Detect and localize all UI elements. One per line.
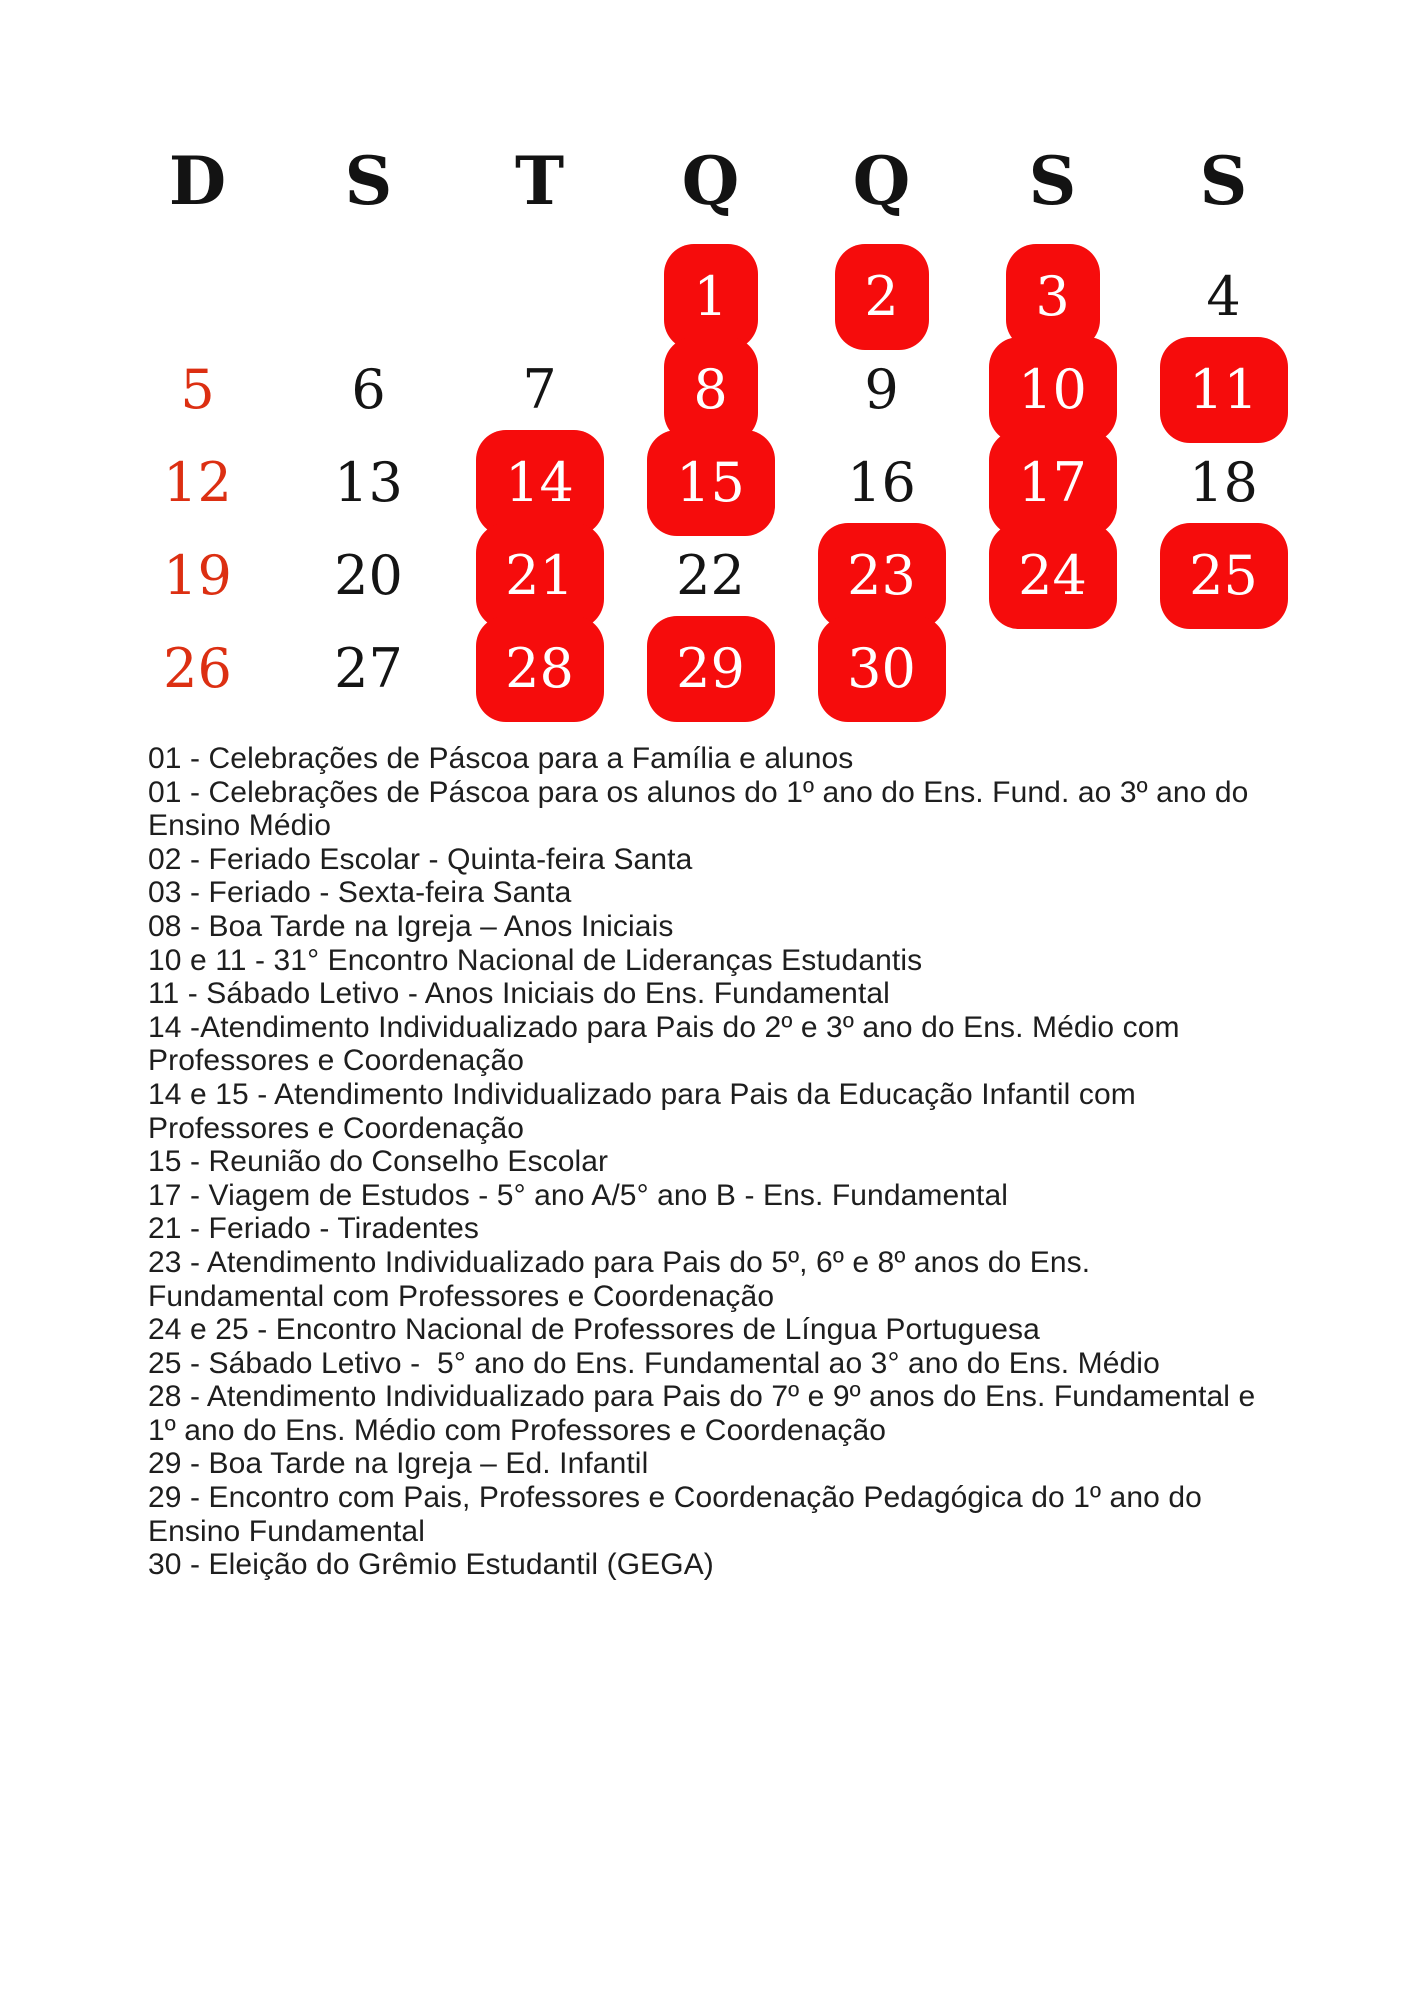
day-number: 18 (1189, 450, 1258, 514)
event-line-11: Professores e Coordenação (148, 1111, 525, 1145)
event-line-16: Fundamental com Professores e Coordenação (148, 1279, 775, 1313)
weekday-header-0: D (168, 142, 227, 220)
event-line-20: 1º ano do Ens. Médio com Professores e Coordenação (148, 1413, 887, 1447)
event-line-8: 14 -Atendimento Individualizado para Pais do 2º e 3º ano do Ens. Médio com (148, 1010, 1180, 1044)
calendar-day-11 (1138, 343, 1309, 436)
day-number: 4 (1206, 264, 1241, 328)
calendar-week-row (112, 436, 1309, 529)
day-number: 19 (163, 543, 232, 607)
weekday-header-2: T (514, 142, 565, 220)
day-number: 8 (693, 357, 728, 421)
day-number: 21 (505, 543, 574, 607)
calendar-grid (112, 250, 1309, 715)
calendar-day-21 (454, 529, 625, 622)
event-line-22: 29 - Encontro com Pais, Professores e Coordenação Pedagógica do 1º ano do (148, 1481, 1202, 1515)
day-number: 7 (522, 357, 557, 421)
calendar-day-19 (112, 529, 283, 622)
day-number: 30 (847, 636, 916, 700)
calendar-empty-cell (112, 250, 283, 343)
calendar-empty-cell (283, 250, 454, 343)
day-number: 16 (847, 450, 916, 514)
calendar-day-30 (796, 622, 967, 715)
event-line-4: 03 - Feriado - Sexta-feira Santa (148, 876, 572, 910)
day-number: 26 (163, 636, 232, 700)
event-line-19: 28 - Atendimento Individualizado para Pais do 7º e 9º anos do Ens. Fundamental e (148, 1380, 1256, 1414)
calendar-day-8 (625, 343, 796, 436)
calendar-day-20 (283, 529, 454, 622)
calendar-day-2 (796, 250, 967, 343)
calendar-day-26 (112, 622, 283, 715)
event-line-7: 11 - Sábado Letivo - Anos Iniciais do Ens. Fundamental (148, 977, 890, 1011)
day-number: 9 (864, 357, 899, 421)
calendar-day-29 (625, 622, 796, 715)
day-number: 20 (334, 543, 403, 607)
event-line-12: 15 - Reunião do Conselho Escolar (148, 1145, 609, 1179)
calendar-day-22 (625, 529, 796, 622)
event-line-5: 08 - Boa Tarde na Igreja – Anos Iniciais (148, 909, 674, 943)
calendar-day-24 (967, 529, 1138, 622)
calendar-day-9 (796, 343, 967, 436)
event-line-17: 24 e 25 - Encontro Nacional de Professores de Língua Portuguesa (148, 1313, 1040, 1347)
calendar-empty-cell (1138, 622, 1309, 715)
day-number: 27 (334, 636, 403, 700)
calendar-day-6 (283, 343, 454, 436)
event-line-24: 30 - Eleição do Grêmio Estudantil (GEGA) (148, 1548, 714, 1582)
day-number: 12 (163, 450, 232, 514)
event-line-2: Ensino Médio (148, 809, 331, 843)
event-line-10: 14 e 15 - Atendimento Individualizado para Pais da Educação Infantil com (148, 1077, 1136, 1111)
calendar-day-13 (283, 436, 454, 529)
calendar-day-7 (454, 343, 625, 436)
event-line-1: 01 - Celebrações de Páscoa para os alunos do 1º ano do Ens. Fund. ao 3º ano do (148, 775, 1249, 809)
day-number: 22 (676, 543, 745, 607)
calendar-day-1 (625, 250, 796, 343)
school-calendar (112, 112, 1309, 715)
event-line-15: 23 - Atendimento Individualizado para Pais do 5º, 6º e 8º anos do Ens. (148, 1245, 1091, 1279)
weekday-header-5: S (1028, 142, 1077, 220)
event-list (148, 742, 1348, 1582)
calendar-week-row (112, 622, 1309, 715)
calendar-week-row (112, 250, 1309, 343)
calendar-day-5 (112, 343, 283, 436)
calendar-day-28 (454, 622, 625, 715)
day-number: 17 (1018, 450, 1087, 514)
event-line-14: 21 - Feriado - Tiradentes (148, 1212, 479, 1246)
weekday-header-6: S (1199, 142, 1248, 220)
calendar-empty-cell (454, 250, 625, 343)
event-line-18: 25 - Sábado Letivo - 5° ano do Ens. Fundamental ao 3° ano do Ens. Médio (148, 1346, 1160, 1380)
day-number: 13 (334, 450, 403, 514)
calendar-day-3 (967, 250, 1138, 343)
calendar-day-14 (454, 436, 625, 529)
day-number: 25 (1189, 543, 1258, 607)
day-number: 5 (180, 357, 215, 421)
calendar-day-17 (967, 436, 1138, 529)
calendar-empty-cell (967, 622, 1138, 715)
calendar-week-row (112, 529, 1309, 622)
calendar-day-15 (625, 436, 796, 529)
day-number: 23 (847, 543, 916, 607)
calendar-day-18 (1138, 436, 1309, 529)
day-number: 15 (676, 450, 745, 514)
day-number: 14 (505, 450, 574, 514)
event-line-3: 02 - Feriado Escolar - Quinta-feira Santa (148, 842, 693, 876)
event-line-0: 01 - Celebrações de Páscoa para a Família e alunos (148, 742, 854, 775)
event-line-21: 29 - Boa Tarde na Igreja – Ed. Infantil (148, 1447, 649, 1481)
calendar-day-4 (1138, 250, 1309, 343)
weekday-header-row (112, 112, 1309, 250)
calendar-day-23 (796, 529, 967, 622)
day-number: 3 (1035, 264, 1070, 328)
day-number: 1 (693, 264, 728, 328)
day-number: 6 (351, 357, 386, 421)
calendar-week-row (112, 343, 1309, 436)
weekday-header-3: Q (681, 142, 740, 220)
day-number: 24 (1018, 543, 1087, 607)
event-line-13: 17 - Viagem de Estudos - 5° ano A/5° ano B - Ens. Fundamental (148, 1178, 1009, 1212)
day-number: 11 (1189, 357, 1258, 421)
event-line-6: 10 e 11 - 31° Encontro Nacional de Lideranças Estudantis (148, 943, 923, 977)
calendar-day-16 (796, 436, 967, 529)
event-line-23: Ensino Fundamental (148, 1514, 425, 1548)
event-line-9: Professores e Coordenação (148, 1044, 525, 1078)
weekday-header-4: Q (852, 142, 911, 220)
calendar-day-27 (283, 622, 454, 715)
calendar-day-10 (967, 343, 1138, 436)
calendar-day-12 (112, 436, 283, 529)
weekday-header-1: S (344, 142, 393, 220)
calendar-day-25 (1138, 529, 1309, 622)
day-number: 10 (1018, 357, 1087, 421)
day-number: 2 (864, 264, 899, 328)
day-number: 29 (676, 636, 745, 700)
day-number: 28 (505, 636, 574, 700)
